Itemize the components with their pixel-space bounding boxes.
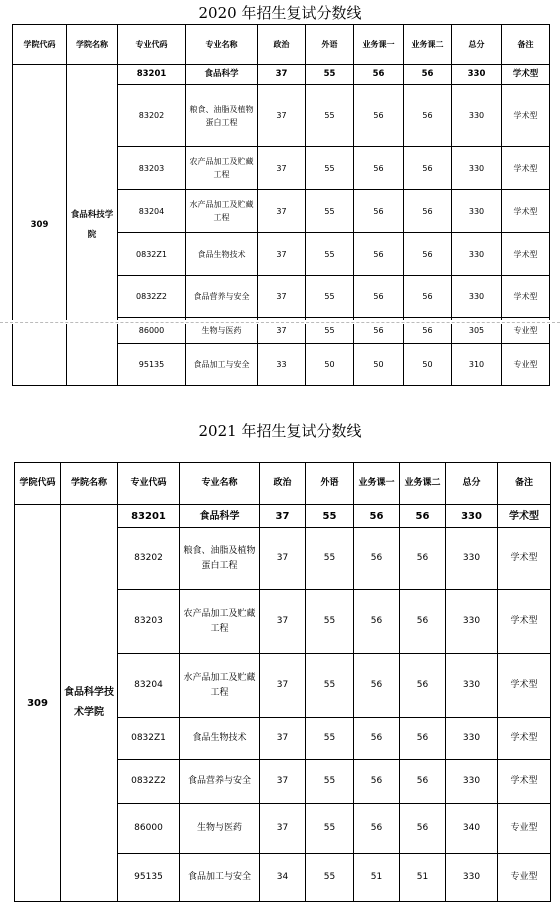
table-cell: 学术型 xyxy=(498,528,551,590)
table-cell: 55 xyxy=(306,654,354,718)
table-cell: 86000 xyxy=(118,318,186,344)
major-name-cell: 食品科学 xyxy=(186,65,258,85)
column-header: 学院名称 xyxy=(67,25,118,65)
table-cell: 55 xyxy=(306,318,354,344)
table-cell: 37 xyxy=(258,233,306,276)
major-name-cell: 食品生物技术 xyxy=(180,718,260,760)
table-cell: 37 xyxy=(260,528,306,590)
major-name-cell: 粮食、油脂及植物蛋白工程 xyxy=(186,85,258,147)
column-header: 备注 xyxy=(498,463,551,505)
table-cell: 37 xyxy=(260,590,306,654)
table-cell: 83204 xyxy=(118,190,186,233)
table-cell: 37 xyxy=(258,85,306,147)
school-code: 309 xyxy=(13,65,67,386)
major-name-cell: 粮食、油脂及植物蛋白工程 xyxy=(180,528,260,590)
score-table-2021 xyxy=(14,462,551,902)
table-cell: 55 xyxy=(306,718,354,760)
table-cell: 83201 xyxy=(118,505,180,528)
table-cell: 330 xyxy=(452,233,502,276)
table-cell: 330 xyxy=(446,760,498,804)
major-name-cell: 水产品加工及贮藏工程 xyxy=(186,190,258,233)
table-cell: 33 xyxy=(258,344,306,386)
table-cell: 37 xyxy=(258,276,306,318)
table-cell: 56 xyxy=(404,233,452,276)
major-name-cell: 食品加工与安全 xyxy=(186,344,258,386)
column-header: 总分 xyxy=(452,25,502,65)
table-cell: 330 xyxy=(446,528,498,590)
table-cell: 55 xyxy=(306,760,354,804)
column-header: 专业名称 xyxy=(180,463,260,505)
table-cell: 56 xyxy=(400,590,446,654)
table-cell: 83203 xyxy=(118,590,180,654)
table-cell: 56 xyxy=(404,190,452,233)
table-cell: 学术型 xyxy=(498,760,551,804)
major-name-cell: 食品营养与安全 xyxy=(186,276,258,318)
table-cell: 学术型 xyxy=(502,147,550,190)
table-cell: 56 xyxy=(354,147,404,190)
table-cell: 86000 xyxy=(118,804,180,854)
table-cell: 56 xyxy=(400,718,446,760)
table-cell: 0832Z1 xyxy=(118,718,180,760)
table-cell: 55 xyxy=(306,65,354,85)
column-header: 专业名称 xyxy=(186,25,258,65)
table-cell: 56 xyxy=(354,760,400,804)
major-name-cell: 农产品加工及贮藏工程 xyxy=(186,147,258,190)
major-name-cell: 农产品加工及贮藏工程 xyxy=(180,590,260,654)
table-cell: 55 xyxy=(306,147,354,190)
table-cell: 56 xyxy=(400,654,446,718)
table-cell: 340 xyxy=(446,804,498,854)
table-cell: 55 xyxy=(306,190,354,233)
table-cell: 37 xyxy=(260,804,306,854)
title-2020: 2020 年招生复试分数线 xyxy=(198,4,362,22)
table-cell: 56 xyxy=(354,804,400,854)
table-cell: 56 xyxy=(400,760,446,804)
table-cell: 专业型 xyxy=(502,318,550,344)
table-cell: 56 xyxy=(404,276,452,318)
table-cell: 学术型 xyxy=(498,590,551,654)
table-cell: 37 xyxy=(260,505,306,528)
table-cell: 310 xyxy=(452,344,502,386)
table-cell: 83203 xyxy=(118,147,186,190)
header-row xyxy=(13,25,550,65)
table-cell: 51 xyxy=(400,854,446,902)
major-name-cell: 水产品加工及贮藏工程 xyxy=(180,654,260,718)
table-cell: 55 xyxy=(306,590,354,654)
table-cell: 50 xyxy=(404,344,452,386)
table-cell: 55 xyxy=(306,85,354,147)
column-header: 业务课二 xyxy=(404,25,452,65)
column-header: 备注 xyxy=(502,25,550,65)
school-name: 食品科学技术学院 xyxy=(61,505,118,902)
table-cell: 56 xyxy=(354,528,400,590)
table-cell: 学术型 xyxy=(498,718,551,760)
column-header: 总分 xyxy=(446,463,498,505)
table-cell: 专业型 xyxy=(502,344,550,386)
table-cell: 56 xyxy=(354,190,404,233)
table-cell: 56 xyxy=(354,590,400,654)
table-cell: 55 xyxy=(306,233,354,276)
column-header: 业务课一 xyxy=(354,25,404,65)
table-cell: 37 xyxy=(258,147,306,190)
table-cell: 55 xyxy=(306,505,354,528)
table-cell: 56 xyxy=(354,276,404,318)
table-cell: 83202 xyxy=(118,528,180,590)
table-cell: 56 xyxy=(354,654,400,718)
major-name-cell: 食品加工与安全 xyxy=(180,854,260,902)
table-cell: 330 xyxy=(446,854,498,902)
title-2021: 2021 年招生复试分数线 xyxy=(198,422,362,440)
table-cell: 学术型 xyxy=(502,85,550,147)
table-cell: 56 xyxy=(404,65,452,85)
table-cell: 56 xyxy=(400,505,446,528)
table-row xyxy=(15,505,551,528)
table-cell: 305 xyxy=(452,318,502,344)
table-cell: 56 xyxy=(354,65,404,85)
school-code: 309 xyxy=(15,505,61,902)
column-header: 学院名称 xyxy=(61,463,118,505)
table-cell: 330 xyxy=(452,276,502,318)
table-cell: 34 xyxy=(260,854,306,902)
column-header: 政治 xyxy=(260,463,306,505)
column-header: 业务课一 xyxy=(354,463,400,505)
column-header: 政治 xyxy=(258,25,306,65)
header-row xyxy=(15,463,551,505)
table-cell: 95135 xyxy=(118,344,186,386)
major-name-cell: 食品科学 xyxy=(180,505,260,528)
column-header: 学院代码 xyxy=(13,25,67,65)
table-cell: 55 xyxy=(306,528,354,590)
table-cell: 37 xyxy=(260,760,306,804)
table-cell: 学术型 xyxy=(502,276,550,318)
table-cell: 330 xyxy=(446,654,498,718)
column-header: 业务课二 xyxy=(400,463,446,505)
table-cell: 83202 xyxy=(118,85,186,147)
table-cell: 51 xyxy=(354,854,400,902)
table-row xyxy=(13,65,550,85)
table-cell: 学术型 xyxy=(498,505,551,528)
table-cell: 55 xyxy=(306,804,354,854)
table-cell: 专业型 xyxy=(498,854,551,902)
table-cell: 专业型 xyxy=(498,804,551,854)
table-cell: 330 xyxy=(452,65,502,85)
table-cell: 56 xyxy=(400,528,446,590)
table-cell: 37 xyxy=(258,65,306,85)
major-name-cell: 食品生物技术 xyxy=(186,233,258,276)
table-cell: 95135 xyxy=(118,854,180,902)
school-name: 食品科技学院 xyxy=(67,65,118,386)
table-cell: 330 xyxy=(452,147,502,190)
table-cell: 学术型 xyxy=(502,190,550,233)
table-cell: 37 xyxy=(258,190,306,233)
column-header: 外语 xyxy=(306,25,354,65)
table-cell: 学术型 xyxy=(502,233,550,276)
major-name-cell: 食品营养与安全 xyxy=(180,760,260,804)
column-header: 专业代码 xyxy=(118,463,180,505)
column-header: 学院代码 xyxy=(15,463,61,505)
table-cell: 56 xyxy=(354,318,404,344)
table-cell: 83204 xyxy=(118,654,180,718)
table-cell: 56 xyxy=(354,85,404,147)
table-cell: 330 xyxy=(446,505,498,528)
table-cell: 55 xyxy=(306,276,354,318)
table-cell: 0832Z2 xyxy=(118,276,186,318)
table-cell: 330 xyxy=(446,590,498,654)
table-cell: 55 xyxy=(306,854,354,902)
table-cell: 50 xyxy=(354,344,404,386)
table-cell: 56 xyxy=(354,233,404,276)
table-cell: 37 xyxy=(258,318,306,344)
table-cell: 83201 xyxy=(118,65,186,85)
column-header: 外语 xyxy=(306,463,354,505)
major-name-cell: 生物与医药 xyxy=(180,804,260,854)
table-cell: 学术型 xyxy=(498,654,551,718)
table-cell: 37 xyxy=(260,654,306,718)
table-cell: 50 xyxy=(306,344,354,386)
table-cell: 330 xyxy=(452,85,502,147)
table-cell: 56 xyxy=(404,147,452,190)
score-table-2020 xyxy=(12,24,550,386)
table-cell: 330 xyxy=(452,190,502,233)
table-cell: 56 xyxy=(400,804,446,854)
table-cell: 56 xyxy=(404,318,452,344)
table-cell: 56 xyxy=(354,718,400,760)
table-cell: 56 xyxy=(404,85,452,147)
table-cell: 56 xyxy=(354,505,400,528)
table-cell: 330 xyxy=(446,718,498,760)
column-header: 专业代码 xyxy=(118,25,186,65)
table-cell: 0832Z2 xyxy=(118,760,180,804)
table-cell: 学术型 xyxy=(502,65,550,85)
table-cell: 0832Z1 xyxy=(118,233,186,276)
major-name-cell: 生物与医药 xyxy=(186,318,258,344)
table-cell: 37 xyxy=(260,718,306,760)
